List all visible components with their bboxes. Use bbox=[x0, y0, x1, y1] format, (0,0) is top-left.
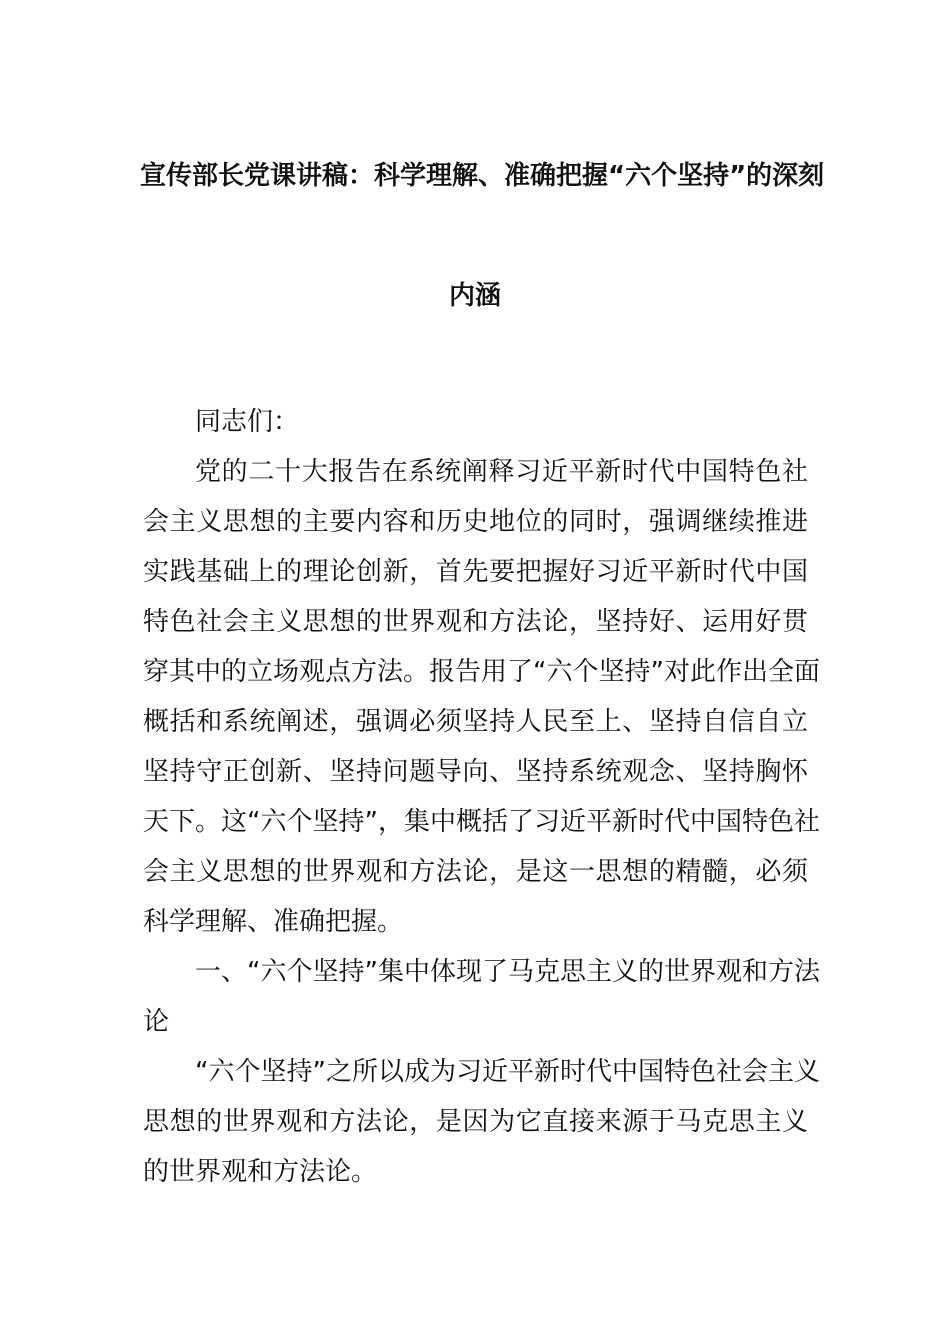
greeting: 同志们： bbox=[195, 407, 300, 437]
paragraph-1-line-3: 实践基础上的理论创新，首先要把握好习近平新时代中国 bbox=[143, 557, 808, 587]
heading-1-line-2: 论 bbox=[143, 1007, 170, 1037]
paragraph-1-line-10: 科学理解、准确把握。 bbox=[143, 907, 404, 937]
paragraph-2-line-2: 思想的世界观和方法论，是因为它直接来源于马克思主义 bbox=[143, 1107, 808, 1137]
paragraph-1-line-1: 党的二十大报告在系统阐释习近平新时代中国特色社 bbox=[195, 457, 808, 487]
paragraph-1-line-6: 概括和系统阐述，强调必须坚持人民至上、坚持自信自立 bbox=[143, 707, 808, 737]
paragraph-2-line-3: 的世界观和方法论。 bbox=[143, 1157, 378, 1187]
document-title-line-2: 内涵 bbox=[448, 281, 501, 311]
paragraph-1-line-8: 天下。这“六个坚持”，集中概括了习近平新时代中国特色社 bbox=[143, 807, 820, 837]
paragraph-1-line-7: 坚持守正创新、坚持问题导向、坚持系统观念、坚持胸怀 bbox=[143, 757, 808, 787]
paragraph-1-line-2: 会主义思想的主要内容和历史地位的同时，强调继续推进 bbox=[143, 507, 808, 537]
paragraph-1-line-5: 穿其中的立场观点方法。报告用了“六个坚持”对此作出全面 bbox=[143, 657, 820, 687]
document-title-line-1: 宣传部长党课讲稿：科学理解、准确把握“六个坚持”的深刻 bbox=[140, 161, 825, 191]
paragraph-1-line-4: 特色社会主义思想的世界观和方法论，坚持好、运用好贯 bbox=[143, 607, 808, 637]
heading-1-line-1: 一、“六个坚持”集中体现了马克思主义的世界观和方法 bbox=[195, 957, 820, 987]
paragraph-2-line-1: “六个坚持”之所以成为习近平新时代中国特色社会主义 bbox=[195, 1057, 820, 1087]
paragraph-1-line-9: 会主义思想的世界观和方法论，是这一思想的精髓，必须 bbox=[143, 857, 808, 887]
